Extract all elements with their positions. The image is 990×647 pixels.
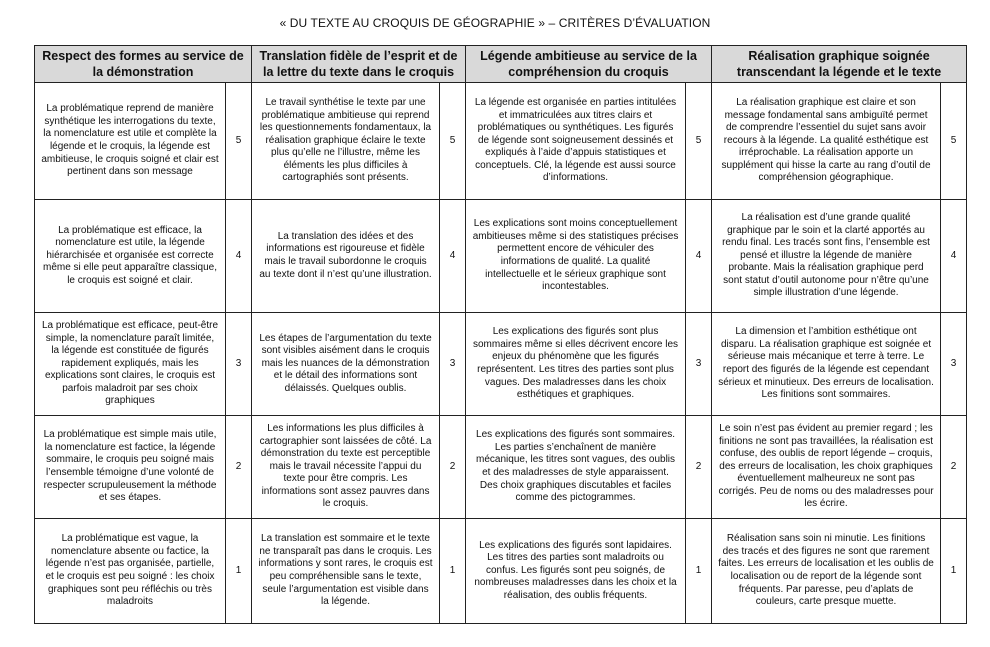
criterion-cell: La problématique est vague, la nomenclature absente ou factice, la légende n’est pas organisée, partielle, et le croquis est peu soigné : les choix graphiques sont peu réfléchis ou très maladroits xyxy=(35,519,226,624)
criterion-cell: La problématique est efficace, la nomenclature est utile, la légende hiérarchisée et organisée est correcte même si elle peut apparaître classique, le croquis est soigné et clair. xyxy=(35,200,226,313)
criterion-cell: Les explications des figurés sont plus sommaires même si elles décrivent encore les enjeux du phénomène que les figurés représentent. Les titres des parties sont plus vagues. Des maladresses dans les choix esthétiques et graphiques. xyxy=(466,313,686,416)
score-cell: 5 xyxy=(686,83,712,200)
score-cell: 3 xyxy=(226,313,252,416)
column-header-graphics: Réalisation graphique soignée transcendant la légende et le texte xyxy=(712,46,967,83)
column-header-translation: Translation fidèle de l’esprit et de la lettre du texte dans le croquis xyxy=(252,46,466,83)
table-row xyxy=(35,416,967,519)
table-row xyxy=(35,519,967,624)
criterion-cell: Les explications des figurés sont lapidaires. Les titres des parties sont maladroits ou confus. Les figurés sont peu soignés, de nombreuses maladresses dans les choix et la réalisation, des oublis fréquents. xyxy=(466,519,686,624)
score-cell: 4 xyxy=(686,200,712,313)
score-cell: 3 xyxy=(686,313,712,416)
criterion-cell: La dimension et l’ambition esthétique ont disparu. La réalisation graphique est soignée et sérieuse mais mécanique et terre à terre. Le report des figurés de la légende est cependant sérieux et minutieux. Des erreurs de localisation. Les finitions sont sommaires. xyxy=(712,313,941,416)
criterion-cell: La réalisation est d’une grande qualité graphique par le soin et la clarté apportés au rendu final. Les tracés sont fins, l’ensemble est pensé et illustre la légende de manière probante. Mais la réalisation graphique perd sont statut d’outil autonome pour n’être qu’une simple illustration d’une légende. xyxy=(712,200,941,313)
criterion-cell: Les explications sont moins conceptuellement ambitieuses même si des statistiques précises permettent encore de véhiculer des informations de qualité. La qualité intellectuelle et le sérieux graphique sont incontestables. xyxy=(466,200,686,313)
score-cell: 5 xyxy=(226,83,252,200)
criterion-cell: La translation est sommaire et le texte ne transparaît pas dans le croquis. Les informations y sont rares, le croquis est peu compréhensible sans le texte, seule l’argumentation est visible dans la légende. xyxy=(252,519,440,624)
criterion-cell: La problématique est efficace, peut-être simple, la nomenclature paraît limitée, la légende est constituée de figurés rapidement expliqués, mais les explications sont claires, le croquis est parfois maladroit par ses choix graphiques xyxy=(35,313,226,416)
score-cell: 2 xyxy=(686,416,712,519)
score-cell: 2 xyxy=(440,416,466,519)
score-cell: 3 xyxy=(440,313,466,416)
criterion-cell: La légende est organisée en parties intitulées et immatriculées aux titres clairs et problématiques ou synthétiques. Les figurés de légende sont soigneusement dessinés et expliqués à l’aide d’appuis statistiques et conceptuels. Clé, la légende est aussi source d’informations. xyxy=(466,83,686,200)
score-cell: 1 xyxy=(440,519,466,624)
score-cell: 1 xyxy=(941,519,967,624)
score-cell: 1 xyxy=(226,519,252,624)
table-header-row xyxy=(35,46,967,83)
criterion-cell: Les étapes de l’argumentation du texte sont visibles aisément dans le croquis mais les nuances de la démonstration et le détail des informations sont délaissés. Quelques oublis. xyxy=(252,313,440,416)
page-title: « DU TEXTE AU CROQUIS DE GÉOGRAPHIE » – CRITÈRES D’ÉVALUATION xyxy=(279,16,711,30)
score-cell: 5 xyxy=(941,83,967,200)
criterion-cell: Réalisation sans soin ni minutie. Les finitions des tracés et des figures ne sont que rarement faites. Les erreurs de localisation et les oublis de localisation ou de report de la légende sont fréquents. Par paresse, peu d’aplats de couleurs, carte presque muette. xyxy=(712,519,941,624)
criterion-cell: La réalisation graphique est claire et son message fondamental sans ambiguïté permet de comprendre l’essentiel du sujet sans avoir recours à la légende. La qualité esthétique est irréprochable. La réalisation apporte un supplément qui hisse la carte au rang d’outil de compréhension géographique. xyxy=(712,83,941,200)
score-cell: 4 xyxy=(440,200,466,313)
criterion-cell: La translation des idées et des informations est rigoureuse et fidèle mais le travail subordonne le croquis au texte dont il n’est qu’une illustration. xyxy=(252,200,440,313)
criterion-cell: Le travail synthétise le texte par une problématique ambitieuse qui reprend les questionnements fondamentaux, la réalisation graphique éclaire le texte plus qu’elle ne l’illustre, même les éléments les plus difficiles à cartographiés sont présents. xyxy=(252,83,440,200)
criterion-cell: Les explications des figurés sont sommaires. Les parties s’enchaînent de manière mécanique, les titres sont vagues, des oublis et des maladresses de style apparaissent. Des choix graphiques discutables et faciles comme des pictogrammes. xyxy=(466,416,686,519)
criterion-cell: Les informations les plus difficiles à cartographier sont laissées de côté. La démonstration du texte est perceptible mais le travail nécessite l’appui du texte pour être compris. Les informations sont assez pauvres dans le croquis. xyxy=(252,416,440,519)
score-cell: 5 xyxy=(440,83,466,200)
score-cell: 4 xyxy=(941,200,967,313)
criterion-cell: La problématique reprend de manière synthétique les interrogations du texte, la nomenclature est utile et complète la légende et le croquis, la légende est ambitieuse, le croquis soigné et clair est pertinent dans son message xyxy=(35,83,226,200)
score-cell: 2 xyxy=(226,416,252,519)
criterion-cell: La problématique est simple mais utile, la nomenclature est factice, la légende sommaire, le croquis peu soigné mais l’ensemble témoigne d’une volonté de respecter scrupuleusement la méthode et ses étapes. xyxy=(35,416,226,519)
table-row xyxy=(35,200,967,313)
criterion-cell: Le soin n’est pas évident au premier regard ; les finitions ne sont pas travaillées, la réalisation est confuse, des oublis de report légende – croquis, des erreurs de localisation, les choix graphiques éventuellement malheureux ne sont pas corrigés. Peu de noms ou des maladresses pour les écrire. xyxy=(712,416,941,519)
table-row xyxy=(35,83,967,200)
column-header-legend: Légende ambitieuse au service de la compréhension du croquis xyxy=(466,46,712,83)
score-cell: 4 xyxy=(226,200,252,313)
score-cell: 1 xyxy=(686,519,712,624)
table-row xyxy=(35,313,967,416)
score-cell: 3 xyxy=(941,313,967,416)
score-cell: 2 xyxy=(941,416,967,519)
column-header-forms: Respect des formes au service de la démonstration xyxy=(35,46,252,83)
evaluation-table xyxy=(34,45,967,624)
